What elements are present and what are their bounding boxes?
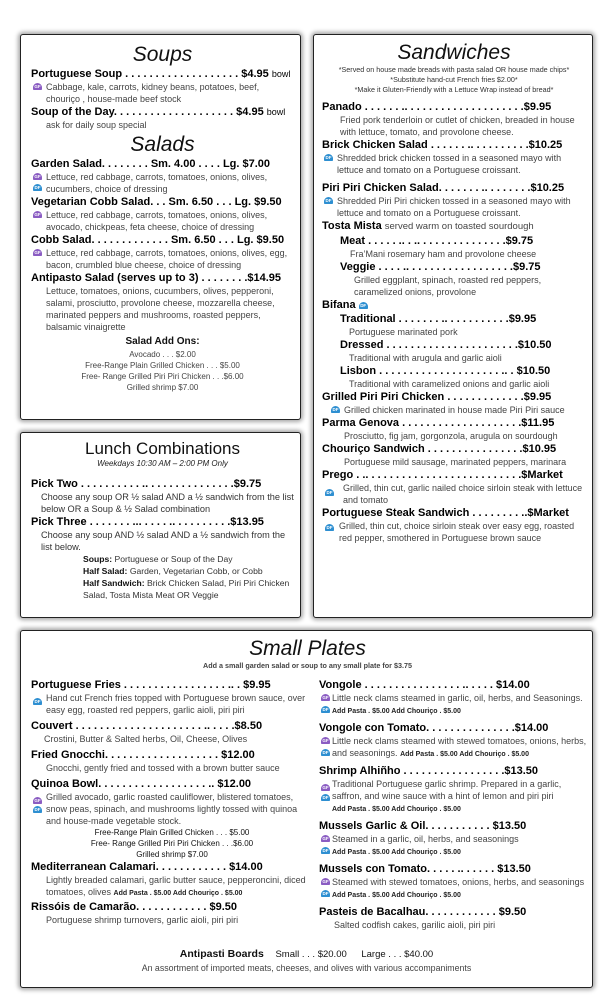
gluten-free-badge-icon: GF bbox=[322, 695, 329, 700]
item-desc: GF DF Lettuce, red cabbage, carrots, tomatoes, onions, olives, cucumbers, choice of dressing bbox=[34, 172, 268, 194]
dairy-free-badge-icon: DF bbox=[360, 302, 367, 308]
item-desc: DF Grilled, thin cut, choice sirloin steak over easy egg, roasted red pepper, smothered in Portuguese brown sauce bbox=[326, 521, 575, 543]
item-desc: GF DF Little neck clams steamed with stewed tomatoes, onions, herbs, and seasonings. Add Pasta . $5.00 Add Chouriço . $5.00 bbox=[322, 736, 587, 758]
menu-item-tosta-veggie: Veggie . . . . .. . . . . . . . . . . . . . . . . .$9.75 bbox=[340, 261, 541, 273]
gluten-free-badge-icon: GF bbox=[322, 738, 329, 743]
gluten-free-badge-icon: GF bbox=[322, 836, 329, 841]
item-desc: Choose any soup AND ½ salad AND a ½ sandwich from the list below. bbox=[41, 530, 286, 552]
menu-item-piri-piri-chicken-salad: Piri Piri Chicken Salad. . . . . . . .. . . . . . . .$10.25 bbox=[322, 182, 565, 194]
item-desc: Fra’Mani rosemary ham and provolone cheese bbox=[350, 249, 537, 259]
menu-item-portuguese-fries: Portuguese Fries . . . . . . . . . . . . . . . . . .. . $9.95 bbox=[31, 679, 271, 691]
menu-item-prego: Prego . .. . . . . . . . . . . . . . . . . . . . . . . . . .$Market bbox=[322, 469, 563, 481]
small-plates-subtitle: Add a small garden salad or soup to any small plate for $3.75 bbox=[203, 661, 412, 670]
menu-item-tosta-meat: Meat . . . . . .. . .. . . . . . . . . . . . . . .$9.75 bbox=[340, 235, 534, 247]
item-desc: GF DF Steamed in a garlic, oil, herbs, and seasonings Add Pasta . $5.00 Add Chouriço . $5.00 bbox=[322, 834, 519, 856]
item-desc: DF Grilled, thin cut, garlic nailed choice sirloin steak with lettuce and tomato bbox=[326, 483, 583, 505]
item-desc: GF DF Traditional Portuguese garlic shrimp. Prepared in a garlic, saffron, and wine sauce with a hint of lemon and piri piri Add Pasta . $5.00 Add Chouriço . $5.00 bbox=[322, 779, 562, 813]
item-desc: Choose any soup OR ½ salad AND a ½ sandwich from the list below OR a Soup & ½ Salad combination bbox=[41, 492, 294, 514]
item-desc: DF Shredded Piri Piri chicken tossed in a seasoned mayo with lettuce and tomato on a Portuguese croissant. bbox=[325, 196, 571, 218]
menu-item-pick-three: Pick Three . . . . . . . ... . . . . .. . . . . . . . . .$13.95 bbox=[31, 516, 264, 528]
item-desc: GF Lettuce, red cabbage, carrots, tomatoes, onions, olives, egg, bacon, crumbled blue cheese, choice of dressing bbox=[34, 248, 288, 270]
item-desc: DF Shredded brick chicken tossed in a seasoned mayo with lettuce and tomato on a Portuguese croissant. bbox=[325, 153, 562, 175]
menu-item-vongole-con-tomato: Vongole con Tomato. . . . . . . . . . . . . . .$14.00 bbox=[319, 722, 549, 734]
item-desc: ask for daily soup special bbox=[46, 120, 147, 130]
menu-item-panado: Panado . . . . . . .. . . . . . . . . . . . . . . . . . . .$9.95 bbox=[322, 101, 552, 113]
antipasti-boards-line: Antipasti Boards Small . . . $20.00 Large . . . $40.00 bbox=[179, 948, 434, 960]
soups-title: Soups bbox=[132, 43, 193, 66]
item-desc: GF DF Little neck clams steamed in garlic, oil, herbs, and Seasonings. Add Pasta . $5.00 Add Chouriço . $5.00 bbox=[322, 693, 583, 715]
menu-item-tosta-mista: Tosta Mista served warm on toasted sourdough bbox=[322, 220, 534, 232]
dairy-free-badge-icon: DF bbox=[326, 490, 333, 495]
item-desc: GF Cabbage, kale, carrots, kidney beans, potatoes, beef, chouriço , house-made beef stock bbox=[34, 82, 260, 104]
gluten-free-badge-icon: GF bbox=[322, 785, 329, 790]
menu-item-vongole: Vongole . . . . . . . . . . . . . . . . .. . . . . $14.00 bbox=[319, 679, 530, 691]
item-desc: GF DF Grilled avocado, garlic roasted cauliflower, blistered tomatoes, snow peas, spinach, and mushrooms lightly tossed with quinoa and house-made vegetable stock. bbox=[34, 792, 298, 826]
item-desc: GF DF Steamed with stewed tomatoes, onions, herbs, and seasonings Add Pasta . $5.00 Add Chouriço . $5.00 bbox=[322, 877, 585, 899]
dairy-free-badge-icon: DF bbox=[322, 707, 329, 712]
sandwiches-panel bbox=[313, 34, 593, 618]
menu-item-pick-two: Pick Two . . . . . . . . . . .. . . . . . . . . . . . . . .$9.75 bbox=[31, 478, 262, 490]
antipasti-boards-desc: An assortment of imported meats, cheeses, and olives with various accompaniments bbox=[141, 963, 472, 973]
menu-item-fried-gnocchi: Fried Gnocchi. . . . . . . . . . . . . . . . . . . $12.00 bbox=[31, 749, 255, 761]
sandwich-note-fries: *Substitute hand-cut French fries $2.00* bbox=[390, 75, 518, 84]
menu-item-shrimp-alhinho: Shrimp Alhiñho . . . . . . . . . . . . . . . . .$13.50 bbox=[319, 765, 539, 777]
item-desc: Portuguese mild sausage, marinated peppers, marinara bbox=[344, 457, 567, 467]
item-desc: Lettuce, tomatoes, onions, cucumbers, olives, pepperoni, salami, prosciutto, provolone cheese, mozzarella cheese, marinated peppers and mushrooms, roasted peppers, balsamic vinaigrette bbox=[46, 286, 275, 332]
salads-title: Salads bbox=[130, 133, 195, 156]
dairy-free-badge-icon: DF bbox=[326, 525, 333, 530]
addon-shrimp: Grilled shrimp $7.00 bbox=[126, 383, 199, 392]
gluten-free-badge-icon: GF bbox=[322, 879, 329, 884]
gluten-free-badge-icon: GF bbox=[34, 250, 41, 255]
dairy-free-badge-icon: DF bbox=[322, 795, 329, 800]
sandwich-note-gluten: *Make it Gluten-Friendly with a Lettuce Wrap instead of bread* bbox=[354, 85, 554, 94]
item-desc: Traditional with caramelized onions and garlic aioli bbox=[349, 379, 550, 389]
small-plates-panel bbox=[20, 630, 593, 988]
lunch-option-soups: Soups: Portuguese or Soup of the Day bbox=[83, 554, 233, 564]
item-desc: Traditional with arugula and garlic aioli bbox=[349, 353, 502, 363]
menu-item-antipasto-salad: Antipasto Salad (serves up to 3) . . . . . . . .$14.95 bbox=[31, 272, 282, 284]
addon-avocado: Avocado . . . $2.00 bbox=[129, 350, 196, 359]
menu-item-bifana: Bifana DF bbox=[322, 299, 367, 311]
soups-salads-panel bbox=[20, 34, 301, 420]
item-desc: Salted codfish cakes, garilic aioli, piri piri bbox=[334, 920, 496, 930]
item-desc: Gnocchi, gently fried and tossed with a brown butter sauce bbox=[46, 763, 280, 773]
addon-shrimp: Grilled shrimp $7.00 bbox=[136, 850, 208, 859]
addon-plain-chicken: Free-Range Plain Grilled Chicken . . . $5.00 bbox=[85, 361, 240, 370]
menu-item-portuguese-soup: Portuguese Soup . . . . . . . . . . . . . . . . . . . $4.95 bowl bbox=[31, 68, 291, 80]
dairy-free-badge-icon: DF bbox=[325, 155, 332, 160]
menu-item-bifana-lisbon: Lisbon . . . . . . . . . . . . . . . . . . . . .. . $10.50 bbox=[340, 365, 551, 377]
dairy-free-badge-icon: DF bbox=[34, 699, 41, 704]
menu-item-couvert: Couvert . . . . . . . . . . . . . . . . . . . . . .. . . . .$8.50 bbox=[31, 720, 263, 732]
menu-item-bifana-dressed: Dressed . . . . . . . . . . . . . . . . . . . . . .$10.50 bbox=[340, 339, 552, 351]
menu-item-grilled-piri-piri-chicken: Grilled Piri Piri Chicken . . . . . . . . . . . . .$9.95 bbox=[322, 391, 552, 403]
sandwich-note-bread: *Served on house made breads with pasta salad OR house made chips* bbox=[338, 65, 570, 74]
menu-item-soup-of-the-day: Soup of the Day. . . . . . . . . . . . . . . . . . . . $4.95 bowl bbox=[31, 106, 286, 118]
menu-item-brick-chicken-salad: Brick Chicken Salad . . . . . . .. . . . . . . . . .$10.25 bbox=[322, 139, 563, 151]
item-desc: Grilled eggplant, spinach, roasted red peppers, caramelized onions, provolone bbox=[354, 275, 542, 297]
antipasti-boards bbox=[21, 947, 592, 974]
lunch-title: Lunch Combinations bbox=[85, 439, 240, 458]
dairy-free-badge-icon: DF bbox=[322, 891, 329, 896]
dairy-free-badge-icon: DF bbox=[34, 185, 41, 190]
sandwiches-title: Sandwiches bbox=[397, 41, 511, 64]
menu-item-portuguese-steak-sandwich: Portuguese Steak Sandwich . . . . . . . . ..$Market bbox=[322, 507, 569, 519]
small-plates-right-column bbox=[319, 678, 587, 931]
addon-piri-chicken: Free- Range Grilled Piri Piri Chicken . . .$6.00 bbox=[81, 372, 244, 381]
menu-item-parma-genova: Parma Genova . . . . . . . . . . . . . . . . . . . .$11.95 bbox=[322, 417, 555, 429]
gluten-free-badge-icon: GF bbox=[34, 84, 41, 89]
lunch-subtitle: Weekdays 10:30 AM – 2:00 PM Only bbox=[97, 459, 228, 468]
gluten-free-badge-icon: GF bbox=[34, 212, 41, 217]
gluten-free-badge-icon: GF bbox=[34, 798, 41, 803]
small-plates-title: Small Plates bbox=[249, 637, 366, 660]
dairy-free-badge-icon: DF bbox=[325, 198, 332, 203]
small-plates-left-column bbox=[31, 678, 313, 926]
item-desc: DF Hand cut French fries topped with Portuguese brown sauce, over easy egg, roasted red peppers, garlic aioli, piri piri bbox=[34, 693, 306, 715]
dairy-free-badge-icon: DF bbox=[332, 407, 339, 412]
item-desc: Crostini, Butter & Salted herbs, Oil, Cheese, Olives bbox=[44, 734, 248, 744]
menu-item-vegetarian-cobb-salad: Vegetarian Cobb Salad. . . Sm. 6.50 . . . Lg. $9.50 bbox=[31, 196, 282, 208]
menu-item-cobb-salad: Cobb Salad. . . . . . . . . . . . . Sm. 6.50 . . . Lg. $9.50 bbox=[31, 234, 285, 246]
menu-item-mediterranean-calamari: Mediterranean Calamari. . . . . . . . . . . . $14.00 bbox=[31, 861, 263, 873]
addon-plain-chicken: Free-Range Plain Grilled Chicken . . . $5.00 bbox=[94, 828, 250, 837]
menu-item-quinoa-bowl: Quinoa Bowl. . . . . . . . . . . . . . . . . . .. $12.00 bbox=[31, 778, 252, 790]
item-desc: GF Lettuce, red cabbage, carrots, tomatoes, onions, olives, avocado, chickpeas, feta cheese, choice of dressing bbox=[34, 210, 268, 232]
item-desc: Lightly breaded calamari, garlic butter sauce, pepperoncini, diced tomatoes, olives Add Pasta . $5.00 Add Chouriço . $5.00 bbox=[46, 875, 306, 897]
item-desc: Portuguese shrimp turnovers, garlic aioli, piri piri bbox=[46, 915, 239, 925]
item-desc: Portuguese marinated pork bbox=[349, 327, 458, 337]
dairy-free-badge-icon: DF bbox=[322, 848, 329, 853]
item-desc: Prosciutto, fig jam, gorgonzola, arugula on sourdough bbox=[344, 431, 558, 441]
lunch-option-half-salad: Half Salad: Garden, Vegetarian Cobb, or Cobb bbox=[83, 566, 263, 576]
dairy-free-badge-icon: DF bbox=[322, 750, 329, 755]
gluten-free-badge-icon: GF bbox=[34, 174, 41, 179]
menu-item-bifana-traditional: Traditional . . . . . . . .. . . . . . . . . . .$9.95 bbox=[340, 313, 537, 325]
item-desc: Fried pork tenderloin or cutlet of chicken, breaded in house with lettuce, tomato, and provolone cheese. bbox=[340, 115, 575, 137]
salad-addons-title: Salad Add Ons: bbox=[125, 336, 200, 347]
menu-item-mussels-garlic-oil: Mussels Garlic & Oil. . . . . . . . . . . $13.50 bbox=[319, 820, 527, 832]
menu-item-rissois-de-camarao: Rissóis de Camarão. . . . . . . . . . . . $9.50 bbox=[31, 901, 238, 913]
lunch-option-half-sandwich: Half Sandwich: Brick Chicken Salad, Piri Piri Chicken Salad, Tosta Mista Meat OR Veggie bbox=[83, 578, 290, 600]
dairy-free-badge-icon: DF bbox=[34, 807, 41, 812]
menu-item-pasteis-de-bacalhau: Pasteis de Bacalhau. . . . . . . . . . . . $9.50 bbox=[319, 906, 527, 918]
addon-piri-chicken: Free- Range Grilled Piri Piri Chicken . . .$6.00 bbox=[90, 839, 254, 848]
menu-item-garden-salad: Garden Salad. . . . . . . . Sm. 4.00 . . . . Lg. $7.00 bbox=[31, 158, 271, 170]
menu-item-chourico-sandwich: Chouriço Sandwich . . . . . . . . . . . . . . . .$10.95 bbox=[322, 443, 557, 455]
item-desc: DF Grilled chicken marinated in house made Piri Piri sauce bbox=[332, 405, 565, 415]
menu-item-mussels-con-tomato: Mussels con Tomato. . . . . .. . . . . . $13.50 bbox=[319, 863, 531, 875]
lunch-combinations-panel bbox=[20, 432, 301, 618]
